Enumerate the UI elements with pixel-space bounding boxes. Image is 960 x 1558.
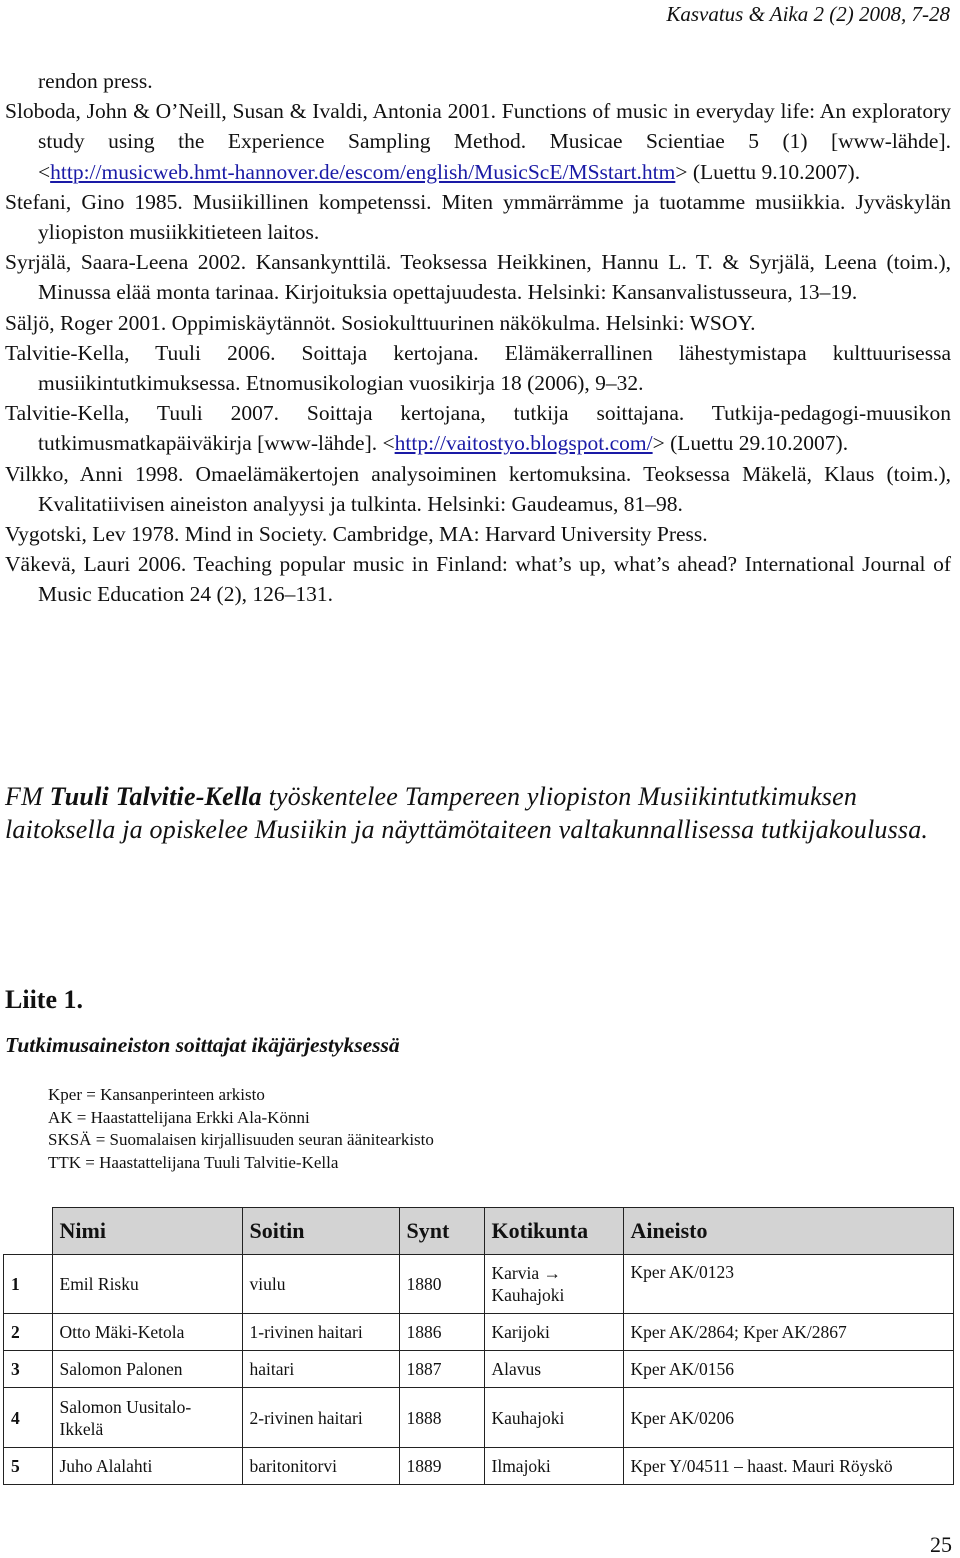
column-header-home: Kotikunta (484, 1208, 623, 1255)
reference-link[interactable]: http://vaitostyo.blogspot.com/ (394, 431, 653, 456)
column-header-source: Aineisto (623, 1208, 953, 1255)
cell-instrument: 1-rivinen haitari (242, 1314, 399, 1351)
reference-item: Säljö, Roger 2001. Oppimiskäytännöt. Sosiokulttuurinen näkökulma. Helsinki: WSOY. (5, 310, 756, 335)
author-bio (5, 780, 935, 846)
cell-name: Emil Risku (52, 1255, 242, 1314)
reference-link[interactable]: http://musicweb.hmt-hannover.de/escom/english/MusicScE/MSstart.htm (50, 159, 676, 184)
table-row (4, 1351, 954, 1388)
reference-item (5, 96, 951, 187)
row-number: 3 (4, 1351, 53, 1388)
appendix-title: Liite 1. (5, 985, 83, 1014)
running-header: Kasvatus & Aika 2 (2) 2008, 7-28 (666, 2, 950, 26)
table-header-row (4, 1208, 954, 1255)
page-number: 25 (930, 1532, 952, 1557)
column-header-instrument: Soitin (242, 1208, 399, 1255)
legend-item: Kper = Kansanperinteen arkisto (48, 1085, 265, 1104)
cell-home: Alavus (484, 1351, 623, 1388)
cell-source: Kper AK/0156 (623, 1351, 953, 1388)
cell-name: Otto Mäki-Ketola (52, 1314, 242, 1351)
table-row (4, 1255, 954, 1314)
reference-text: Talvitie-Kella, Tuuli 2007. Soittaja kertojana, tutkija soittajana. Tutkija-pedagogi-muusikon tutkimusmatkapäiväkirja [www-lähde]. < (5, 401, 951, 456)
reference-item: Vygotski, Lev 1978. Mind in Society. Cambridge, MA: Harvard University Press. (5, 522, 708, 547)
legend-item: SKSÄ = Suomalaisen kirjallisuuden seuran äänitearkisto (48, 1130, 434, 1150)
table-row (4, 1388, 954, 1448)
reference-item: Syrjälä, Saara-Leena 2002. Kansankynttilä. Teoksessa Heikkinen, Hannu L. T. & Syrjälä, Leena (toim.), Minussa elää monta tarinaa. Kirjoituksia opettajuudesta. Helsinki: Kansanvalistusseura, 13–19. (5, 250, 951, 305)
cell-instrument: haitari (242, 1351, 399, 1388)
cell-source: Kper AK/0206 (623, 1388, 953, 1448)
reference-text: > (Luettu 9.10.2007). (675, 159, 861, 184)
table-row (4, 1314, 954, 1351)
appendix-subtitle: Tutkimusaineiston soittajat ikäjärjestyksessä (5, 1033, 400, 1057)
reference-item (5, 398, 951, 458)
cell-instrument: baritonitorvi (242, 1448, 399, 1485)
cell-source: Kper AK/2864; Kper AK/2867 (623, 1314, 953, 1351)
row-number: 2 (4, 1314, 53, 1351)
cell-born: 1887 (399, 1351, 484, 1388)
reference-text: Sloboda, John & O’Neill, Susan & Ivaldi, Antonia 2001. Functions of music in everyday life: An exploratory study using the Experience Sampling Method. Musicae Scientiae 5 (1) [www-lähde]. < (5, 99, 951, 184)
legend-item: TTK = Haastattelijana Tuuli Talvitie-Kella (48, 1152, 339, 1172)
bio-prefix: FM (5, 782, 50, 811)
cell-born: 1889 (399, 1448, 484, 1485)
column-header-born: Synt (399, 1208, 484, 1255)
row-number: 1 (4, 1255, 53, 1314)
reference-item: rendon press. (38, 69, 153, 93)
reference-item: Väkevä, Lauri 2006. Teaching popular music in Finland: what’s up, what’s ahead? International Journal of Music Education 24 (2), 126–131. (5, 552, 951, 607)
cell-instrument: viulu (242, 1255, 399, 1314)
cell-name: Juho Alalahti (52, 1448, 242, 1485)
cell-source: Kper Y/04511 – haast. Mauri Röyskö (623, 1448, 953, 1485)
cell-born: 1886 (399, 1314, 484, 1351)
cell-instrument: 2-rivinen haitari (242, 1388, 399, 1448)
table-row (4, 1448, 954, 1485)
abbreviation-legend (48, 1084, 434, 1174)
cell-home: Kauhajoki (484, 1388, 623, 1448)
cell-home: Karvia → Kauhajoki (484, 1255, 623, 1314)
cell-name: Salomon Uusitalo-Ikkelä (52, 1388, 242, 1448)
cell-source: Kper AK/0123 (623, 1255, 953, 1314)
header-blank-cell (4, 1208, 53, 1255)
row-number: 4 (4, 1388, 53, 1448)
cell-home: Karijoki (484, 1314, 623, 1351)
bio-text: työskentelee Tampereen yliopiston Musiikintutkimuksen laitoksella ja opiskelee Musiikin ja näyttämötaiteen valtakunnallisessa tutkijakoulussa. (5, 782, 929, 844)
reference-text: > (Luettu 29.10.2007). (652, 431, 849, 456)
row-number: 5 (4, 1448, 53, 1485)
reference-item: Vilkko, Anni 1998. Omaelämäkertojen analysoiminen kertomuksina. Teoksessa Mäkelä, Klaus (toim.), Kvalitatiivisen aineiston analyysi ja tulkinta. Helsinki: Gaudeamus, 81–98. (5, 461, 951, 516)
column-header-name: Nimi (52, 1208, 242, 1255)
legend-item: AK = Haastattelijana Erkki Ala-Könni (48, 1107, 310, 1127)
reference-item: Talvitie-Kella, Tuuli 2006. Soittaja kertojana. Elämäkerrallinen lähestymistapa kulttuurisessa musiikintutkimuksessa. Etnomusikologian vuosikirja 18 (2006), 9–32. (5, 340, 951, 396)
reference-list (5, 66, 951, 610)
cell-name: Salomon Palonen (52, 1351, 242, 1388)
cell-born: 1880 (399, 1255, 484, 1314)
cell-born: 1888 (399, 1388, 484, 1448)
bio-author-name: Tuuli Talvitie-Kella (49, 782, 262, 811)
players-table (3, 1207, 954, 1485)
reference-item: Stefani, Gino 1985. Musiikillinen kompetenssi. Miten ymmärrämme ja tuotamme musiikkia. Jyväskylän yliopiston musiikkitieteen laitos. (5, 189, 951, 245)
cell-home: Ilmajoki (484, 1448, 623, 1485)
